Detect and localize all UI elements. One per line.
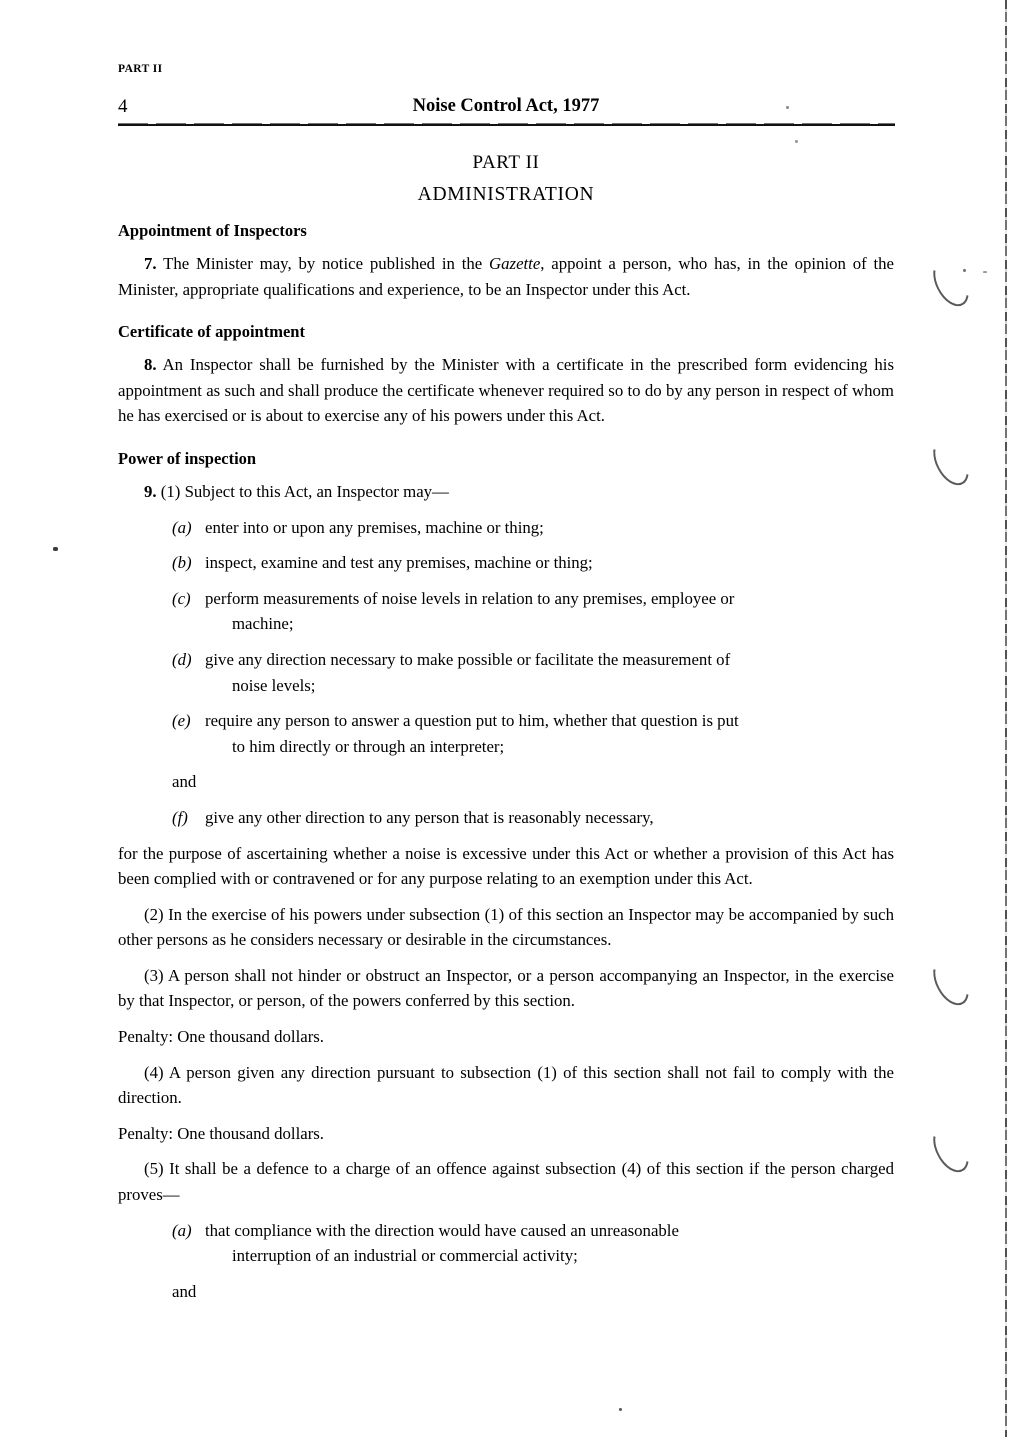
scan-speck: [53, 547, 58, 551]
subsection-4-label: (4): [144, 1062, 164, 1082]
margin-crescent-mark: [926, 953, 976, 1011]
list-marker: (e): [172, 711, 191, 731]
list-item-text: that compliance with the direction would have caused an unreasonable: [205, 1220, 679, 1240]
list-item-runover: machine;: [232, 614, 294, 634]
subsection-2-label: (2): [144, 904, 164, 924]
section-9-subsection-1: [118, 479, 894, 505]
list-item-runover: noise levels;: [232, 675, 316, 695]
scan-speck: [795, 140, 798, 143]
list-marker: (d): [172, 649, 192, 669]
section-8-paragraph: [118, 352, 894, 429]
subsection-2-text: In the exercise of his powers under subsection (1) of this section an Inspector may be accompanied by such other persons as he considers necessary or desirable in the circumstances.: [118, 904, 894, 950]
section-9-number: 9.: [144, 481, 157, 501]
scan-speck: [786, 106, 789, 109]
subsection-4-text: A person given any direction pursuant to subsection (1) of this section shall not fail to comply with the direction.: [118, 1062, 894, 1108]
list-item-text: require any person to answer a question put to him, whether that question is put: [205, 711, 739, 731]
page-body: [118, 152, 894, 1304]
section-9-subsection-2: [118, 902, 894, 953]
section-7-number: 7.: [144, 254, 157, 273]
scan-speck: [619, 1408, 622, 1411]
list-item-text: give any other direction to any person that is reasonably necessary,: [205, 807, 654, 827]
section-heading-power: Power of inspection: [118, 448, 257, 468]
subsection-3-label: (3): [144, 965, 164, 985]
subsection-5-label: (5): [144, 1159, 164, 1179]
section-9-subsection-4: [118, 1060, 894, 1111]
section-9-subsection-5: [118, 1156, 894, 1207]
section-8-text: An Inspector shall be furnished by the Minister with a certificate in the prescribed form evidencing his appointment as such and shall produce the certificate whenever required so to do by any person in respect of whom he has exercised or is about to exercise any of his powers under this Act.: [118, 355, 894, 426]
page-number: 4: [118, 96, 128, 117]
list-item: [118, 805, 894, 831]
list-item-text: enter into or upon any premises, machine or thing;: [205, 517, 544, 537]
section-7-gazette: Gazette: [489, 254, 541, 273]
scan-speck: [983, 271, 987, 273]
part-heading: PART II: [472, 152, 540, 173]
section-heading-appointment: Appointment of Inspectors: [118, 221, 307, 240]
scan-speck: [963, 269, 966, 272]
section-7-text-b: , appoint a person, who has, in the opinion of the Minister, appropriate qualifications and experience, to be an Inspector under this Act.: [118, 254, 894, 299]
list-marker: (c): [172, 588, 191, 608]
section-7-paragraph: [118, 251, 894, 302]
list-item-runover: to him directly or through an interpreter;: [232, 736, 505, 756]
margin-crescent-mark: [926, 433, 976, 491]
list-item-runover: interruption of an industrial or commercial activity;: [232, 1246, 578, 1266]
list-marker: (a): [172, 1220, 192, 1240]
list-item: [118, 708, 894, 759]
section-7-text-a: The Minister may, by notice published in the: [156, 254, 490, 273]
subsection-5-text: It shall be a defence to a charge of an offence against subsection (4) of this section if the person charged proves—: [118, 1159, 894, 1205]
header-rule: [118, 124, 895, 126]
margin-crescent-mark: [926, 1120, 976, 1178]
list-item: [118, 647, 894, 698]
list-item: [118, 586, 894, 637]
margin-crescent-mark: [926, 254, 976, 312]
section-8-number: 8.: [144, 355, 157, 375]
list-conjunction: and: [172, 772, 197, 792]
running-head: PART II: [118, 63, 163, 75]
list-item: [118, 550, 894, 576]
section-9-subsection-3: [118, 963, 894, 1014]
list-item-text: perform measurements of noise levels in relation to any premises, employee or: [205, 588, 735, 608]
list-item-text: give any direction necessary to make possible or facilitate the measurement of: [205, 649, 731, 669]
list-marker: (a): [172, 517, 192, 537]
subsection-3-text: A person shall not hinder or obstruct an Inspector, or a person accompanying an Inspector, in the exercise by that Inspector, or person, of the powers conferred by this section.: [118, 965, 894, 1011]
header-act-title: Noise Control Act, 1977: [412, 96, 600, 116]
list-item-text: inspect, examine and test any premises, machine or thing;: [205, 553, 593, 573]
penalty-line-1: Penalty: One thousand dollars.: [118, 1027, 325, 1047]
page-scan-edge: [1005, 0, 1007, 1437]
section-heading-certificate: Certificate of appointment: [118, 322, 305, 342]
list-marker: (f): [172, 807, 188, 827]
list-conjunction: and: [172, 1281, 197, 1301]
penalty-line-2: Penalty: One thousand dollars.: [118, 1123, 325, 1143]
subsection-1-label: (1): [160, 481, 181, 501]
list-marker: (b): [172, 553, 192, 573]
list-item: [118, 1218, 894, 1269]
list-item: [118, 515, 894, 541]
part-subheading: ADMINISTRATION: [417, 184, 595, 205]
section-9-closing-flush: for the purpose of ascertaining whether a noise is excessive under this Act or whether a provision of this Act has been complied with or contravened or for any purpose relating to an exemption under this Act.: [118, 843, 894, 889]
subsection-1-text: Subject to this Act, an Inspector may—: [180, 481, 449, 501]
